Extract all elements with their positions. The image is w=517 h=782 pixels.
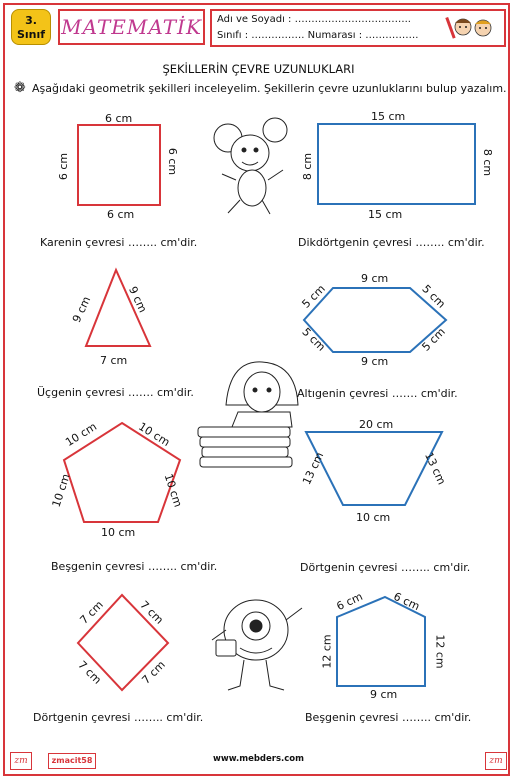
hexagon-bottom-label: 9 cm <box>361 355 389 368</box>
trapezoid-top-label: 20 cm <box>359 418 394 431</box>
hexagon-top-left-label: 5 cm <box>299 282 328 311</box>
triangle-right-label: 9 cm <box>125 284 150 315</box>
house-left-label: 12 cm <box>320 634 334 669</box>
hexagon-bottom-left-label: 5 cm <box>299 325 328 354</box>
house-question[interactable]: Beşgenin çevresi …….. cm'dir. <box>305 711 472 724</box>
square-bottom-label: 6 cm <box>107 208 135 221</box>
triangle-left-label: 9 cm <box>69 294 94 325</box>
square-question[interactable]: Karenin çevresi …….. cm'dir. <box>40 236 198 249</box>
girl-illustration <box>198 362 298 467</box>
rectangle-shape <box>318 124 475 204</box>
trapezoid-bottom-label: 10 cm <box>356 511 391 524</box>
rectangle-question[interactable]: Dikdörtgenin çevresi …….. cm'dir. <box>298 236 485 249</box>
square-right-label: 6 cm <box>166 147 180 176</box>
trapezoid-question[interactable]: Dörtgenin çevresi …….. cm'dir. <box>300 561 471 574</box>
gear-icon: ❁ <box>14 80 26 96</box>
triangle-question[interactable]: Üçgenin çevresi ……. cm'dir. <box>37 386 194 399</box>
mouse-illustration <box>214 118 287 214</box>
house-right-label: 12 cm <box>433 634 447 669</box>
pentagon-question[interactable]: Beşgenin çevresi …….. cm'dir. <box>51 560 218 573</box>
rhombus-top-right-label: 7 cm <box>137 598 166 627</box>
footer-author: zmacit58 <box>48 753 96 769</box>
trapezoid-right-label: 13 cm <box>422 450 449 487</box>
instruction-text: Aşağıdaki geometrik şekilleri inceleyelim. Şekillerin çevre uzunluklarını bulup yazalım. <box>32 82 507 95</box>
square-shape <box>78 125 160 205</box>
footer-mark-left: zm <box>10 752 32 770</box>
hexagon-top-right-label: 5 cm <box>419 282 448 311</box>
pentagon-right-label: 10 cm <box>161 472 185 509</box>
hexagon-top-label: 9 cm <box>361 272 389 285</box>
rectangle-top-label: 15 cm <box>371 110 406 123</box>
name-field[interactable]: Adı ve Soyadı : …………………………….. <box>217 14 411 25</box>
hexagon-question[interactable]: Altıgenin çevresi ……. cm'dir. <box>297 387 458 400</box>
rhombus-top-left-label: 7 cm <box>77 598 106 627</box>
monster-illustration <box>212 600 302 690</box>
trapezoid-shape <box>306 432 442 505</box>
footer-site[interactable]: www.mebders.com <box>212 754 304 764</box>
grade-number: 3. <box>25 14 37 27</box>
hexagon-bottom-right-label: 5 cm <box>419 325 448 354</box>
square-top-label: 6 cm <box>105 112 133 125</box>
subject-title: MATEMATİK <box>58 9 205 45</box>
pentagon-bottom-label: 10 cm <box>101 526 136 539</box>
pentagon-left-label: 10 cm <box>49 472 73 509</box>
rectangle-right-label: 8 cm <box>481 148 495 177</box>
square-left-label: 6 cm <box>57 152 71 181</box>
house-roof-right-label: 6 cm <box>391 589 422 614</box>
house-roof-left-label: 6 cm <box>334 589 365 614</box>
triangle-bottom-label: 7 cm <box>100 354 128 367</box>
trapezoid-left-label: 13 cm <box>300 450 327 487</box>
rhombus-bottom-right-label: 7 cm <box>139 658 168 687</box>
rectangle-bottom-label: 15 cm <box>368 208 403 221</box>
rhombus-bottom-left-label: 7 cm <box>75 658 104 687</box>
pentagon-top-right-label: 10 cm <box>136 419 173 450</box>
rectangle-left-label: 8 cm <box>301 152 315 181</box>
rhombus-question[interactable]: Dörtgenin çevresi …….. cm'dir. <box>33 711 204 724</box>
class-field[interactable]: Sınıfı : ……………. Numarası : ……………. <box>217 30 419 41</box>
footer-mark-right: zm <box>485 752 507 770</box>
worksheet-title: ŞEKİLLERİN ÇEVRE UZUNLUKLARI <box>162 62 355 76</box>
grade-label: Sınıf <box>16 28 46 41</box>
house-bottom-label: 9 cm <box>370 688 398 701</box>
pentagon-top-left-label: 10 cm <box>63 419 100 450</box>
